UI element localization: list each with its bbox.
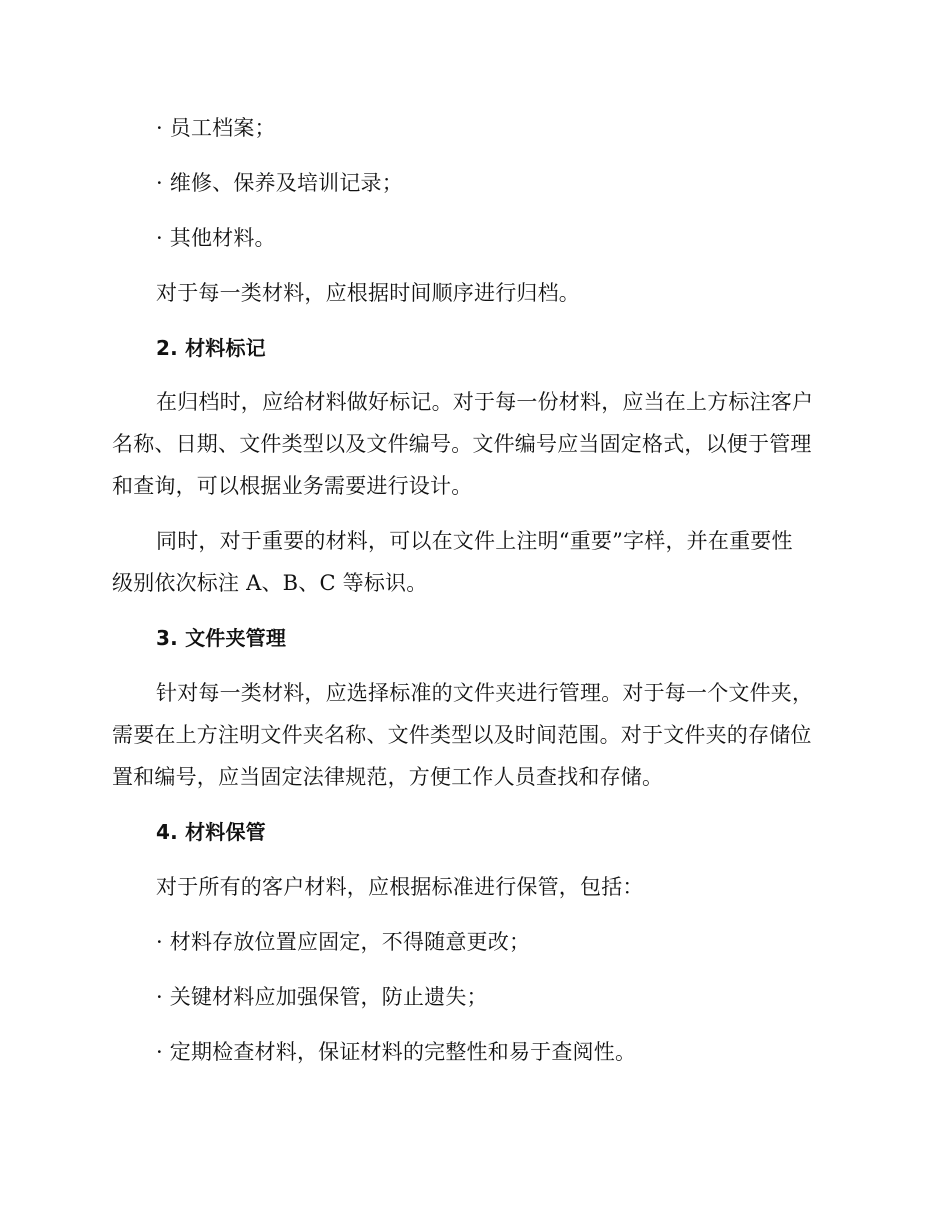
paragraph-line: 置和编号，应当固定法律规范，方便工作人员查找和存储。 [112, 765, 664, 789]
bullet-item: · 维修、保养及培训记录； [156, 171, 403, 195]
paragraph-line: 针对每一类材料，应选择标准的文件夹进行管理。对于每一个文件夹， [156, 681, 814, 705]
paragraph-line: 和查询，可以根据业务需要进行设计。 [112, 474, 473, 498]
bullet-item: · 材料存放位置应固定，不得随意更改； [156, 930, 531, 954]
paragraph-line: 名称、日期、文件类型以及文件编号。文件编号应当固定格式，以便于管理 [112, 432, 812, 456]
paragraph-archive: 对于每一类材料，应根据时间顺序进行归档。 [156, 281, 580, 305]
bullet-item: · 定期检查材料，保证材料的完整性和易于查阅性。 [156, 1040, 637, 1064]
paragraph-line: 同时，对于重要的材料，可以在文件上注明“重要”字样，并在重要性 [156, 529, 793, 553]
paragraph-intro: 对于所有的客户材料，应根据标准进行保管，包括： [156, 875, 644, 899]
section-heading-4: 4. 材料保管 [156, 820, 266, 844]
bullet-item: · 其他材料。 [156, 226, 276, 250]
bullet-item: · 关键材料应加强保管，防止遗失； [156, 985, 488, 1009]
paragraph-line: 级别依次标注 A、B、C 等标识。 [112, 571, 428, 595]
paragraph-line: 需要在上方注明文件夹名称、文件类型以及时间范围。对于文件夹的存储位 [112, 723, 812, 747]
section-heading-2: 2. 材料标记 [156, 336, 266, 360]
bullet-item: · 员工档案； [156, 116, 276, 140]
section-heading-3: 3. 文件夹管理 [156, 626, 287, 650]
paragraph-line: 在归档时，应给材料做好标记。对于每一份材料，应当在上方标注客户 [156, 390, 814, 414]
